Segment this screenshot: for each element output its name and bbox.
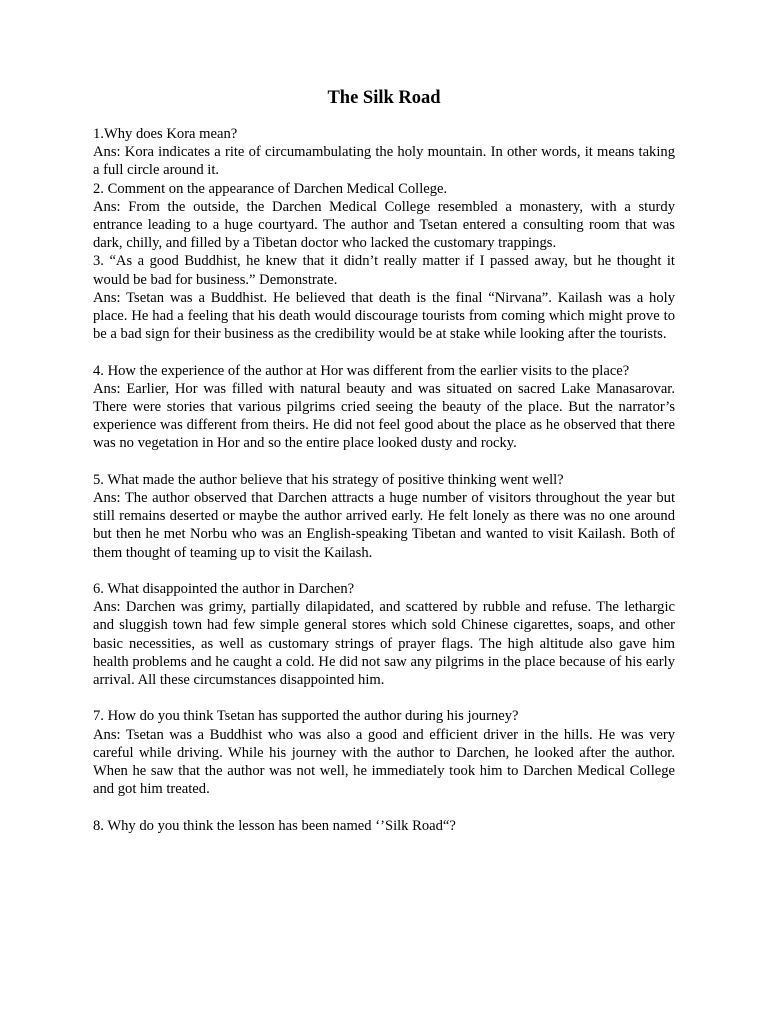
qa-block-8 xyxy=(93,817,675,835)
question-1: 1.Why does Kora mean? xyxy=(93,126,238,142)
question-5: 5. What made the author believe that his strategy of positive thinking went well? xyxy=(93,471,564,488)
paragraph-gap xyxy=(93,343,675,361)
qa-block-4 xyxy=(93,362,675,453)
document-title: The Silk Road xyxy=(327,88,441,108)
qa-block-7 xyxy=(93,707,675,798)
answer-6: Ans: Darchen was grimy, partially dilapidated, and scattered by rubble and refuse. The lethargic and sluggish town had few simple general stores which sold Chinese cigarettes, soaps, and other basic necessities, as well as customary strings of prayer flags. The high altitude also gave him health problems and he caught a cold. He did not saw any pilgrims in the place because of his early arrival. All these circumstances disappointed him. xyxy=(93,599,675,689)
answer-3: Ans: Tsetan was a Buddhist. He believed that death is the final “Nirvana”. Kailash was a holy place. He had a feeling that his death would discourage tourists from coming which might prove to be a bad sign for their business as the credibility would be at stake while looking after the tourists. xyxy=(93,289,675,343)
answer-7: Ans: Tsetan was a Buddhist who was also a good and efficient driver in the hills. He was very careful while driving. While his journey with the author to Darchen, he looked after the author. When he saw that the author was not well, he immediately took him to Darchen Medical College and got him treated. xyxy=(93,726,675,798)
answer-2: Ans: From the outside, the Darchen Medical College resembled a monastery, with a sturdy entrance leading to a huge courtyard. The author and Tsetan entered a consulting room that was dark, chilly, and filled by a Tibetan doctor who lacked the customary trappings. xyxy=(93,198,675,252)
question-6: 6. What disappointed the author in Darchen? xyxy=(93,581,355,598)
question-8: 8. Why do you think the lesson has been named ‘’Silk Road“? xyxy=(93,817,456,834)
qa-block-1 xyxy=(93,125,675,180)
paragraph-gap xyxy=(93,562,675,580)
paragraph-gap xyxy=(93,798,675,816)
question-3: 3. “As a good Buddhist, he knew that it didn’t really matter if I passed away, but he thought it would be bad for business.” Demonstrate. xyxy=(93,253,675,288)
answer-1: Ans: Kora indicates a rite of circumambulating the holy mountain. In other words, it means taking a full circle around it. xyxy=(93,144,675,179)
question-4: 4. How the experience of the author at Hor was different from the earlier visits to the place? xyxy=(93,362,630,379)
document-page xyxy=(93,86,675,835)
answer-4: Ans: Earlier, Hor was filled with natural beauty and was situated on sacred Lake Manasarovar. There were stories that various pilgrims cried seeing the beauty of the place. But the narrator’s experience was different from theirs. He did not feel good about the place as he observed that there was no vegetation in Hor and so the entire place looked dusty and rocky. xyxy=(93,380,675,452)
question-7: 7. How do you think Tsetan has supported the author during his journey? xyxy=(93,708,519,725)
question-2: 2. Comment on the appearance of Darchen Medical College. xyxy=(93,180,448,197)
qa-block-3 xyxy=(93,252,675,343)
qa-block-6 xyxy=(93,580,675,689)
paragraph-gap xyxy=(93,453,675,471)
qa-block-2 xyxy=(93,180,675,253)
qa-block-5 xyxy=(93,471,675,562)
paragraph-gap xyxy=(93,689,675,707)
answer-5: Ans: The author observed that Darchen attracts a huge number of visitors throughout the year but still remains deserted or maybe the author arrived early. He felt lonely as there was no one around but then he met Norbu who was an English-speaking Tibetan and wanted to visit Kailash. Both of them thought of teaming up to visit the Kailash. xyxy=(93,490,675,561)
